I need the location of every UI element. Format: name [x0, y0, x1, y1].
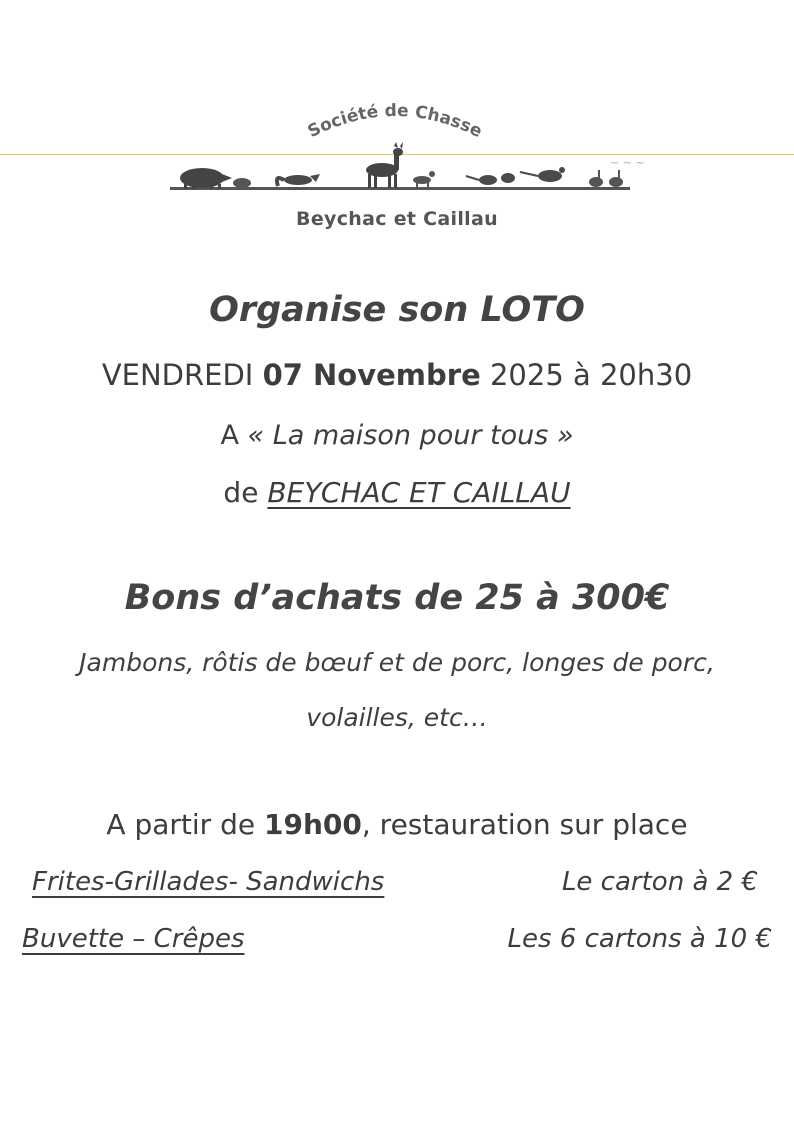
event-year-time: 2025 à 20h30 [489, 358, 693, 392]
event-venue [0, 420, 794, 451]
hunting-animals-silhouette-icon [170, 140, 630, 196]
svg-text:Société de Chasse [305, 101, 485, 142]
event-date [0, 358, 794, 392]
deer-icon [366, 142, 403, 188]
restauration-notice [0, 808, 794, 841]
town-name: BEYCHAC ET CAILLAU [267, 476, 571, 509]
event-date-bold: 07 Novembre [262, 358, 481, 392]
margin-scribble: ~ ~ ~ [610, 156, 645, 169]
piglet-icon [233, 178, 251, 188]
fawn-icon [413, 171, 435, 188]
town-prefix: de [223, 476, 259, 509]
food-offer-1: Frites-Grillades- Sandwichs [32, 867, 385, 897]
venue-name: « La maison pour tous » [247, 420, 574, 451]
club-name-arc-text: Société de Chasse [304, 100, 486, 143]
prizes-headline: Bons d’achats de 25 à 300€ [124, 578, 670, 618]
club-location: Beychac et Caillau [296, 208, 498, 230]
card-price-2: Les 6 cartons à 10 € [507, 924, 772, 954]
food-offer-2: Buvette – Crêpes [22, 924, 245, 954]
venue-prefix: A [220, 420, 239, 451]
restauration-time: 19h00 [264, 808, 362, 841]
restauration-suffix: , restauration sur place [361, 808, 688, 841]
card-price-1: Le carton à 2 € [561, 867, 758, 897]
prizes-list-line-1: Jambons, rôtis de bœuf et de porc, longes de porc, [79, 648, 715, 677]
boar-icon [180, 168, 232, 189]
prizes-list-line-2: volailles, etc… [306, 703, 488, 732]
event-day: VENDREDI [101, 358, 254, 392]
hare-icon [589, 170, 623, 187]
event-town [0, 476, 794, 509]
pheasant-icon [466, 167, 565, 185]
event-title: Organise son LOTO [209, 290, 585, 330]
restauration-prefix: A partir de [106, 808, 256, 841]
fox-icon [277, 174, 320, 186]
